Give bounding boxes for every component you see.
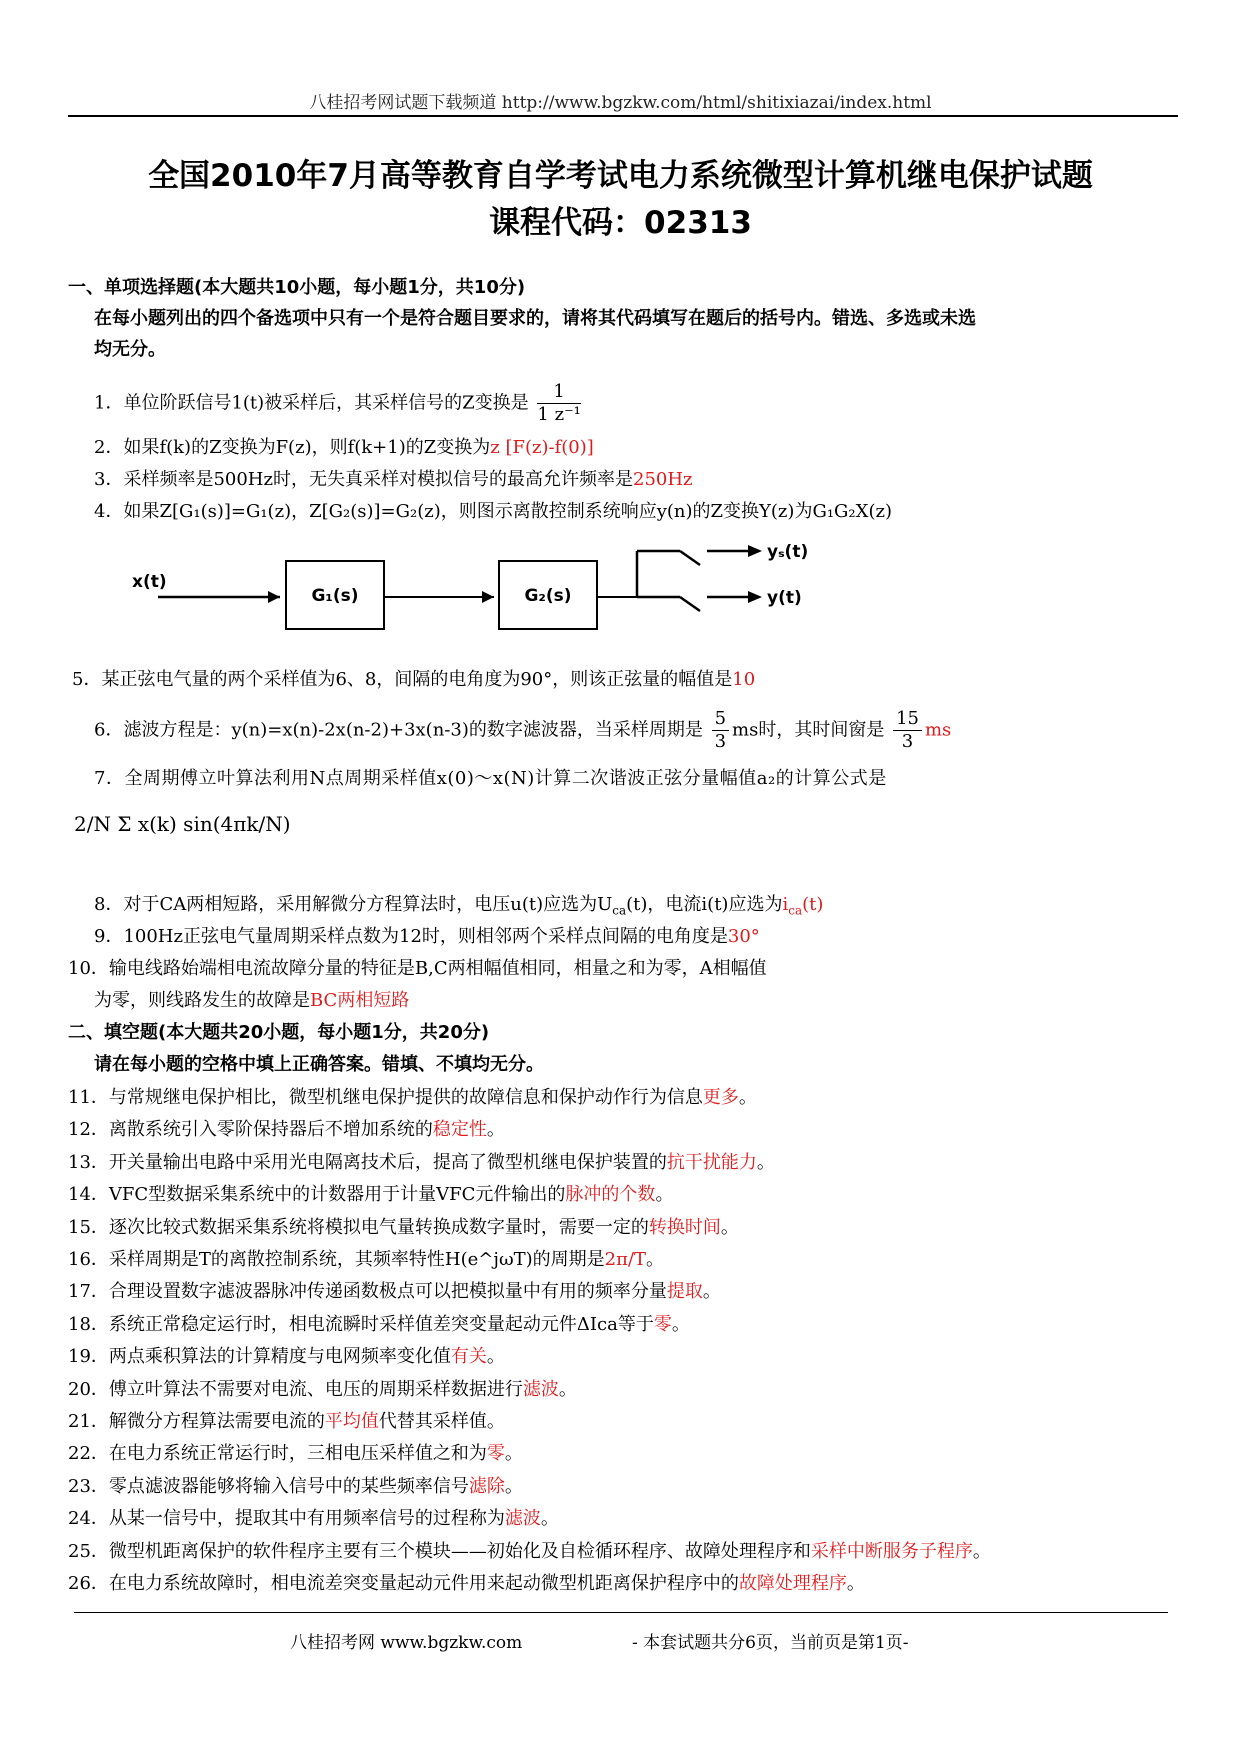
fill-answer: 滤波: [522, 1379, 559, 1400]
fill-question: 18．系统正常稳定运行时，相电流瞬时采样值差突变量起动元件ΔIca等于零。: [68, 1314, 690, 1335]
exam-title: 全国2010年7月高等教育自学考试电力系统微型计算机继电保护试题: [148, 158, 1093, 194]
question-10-answer: BC两相短路: [310, 990, 410, 1011]
question-6-answer-unit: ms: [924, 719, 952, 741]
fill-question: 21．解微分方程算法需要电流的平均值代替其采样值。: [68, 1411, 505, 1432]
question-8-answer: $i_{ca}(t)$: [782, 894, 824, 918]
fill-question: 20．傅立叶算法不需要对电流、电压的周期采样数据进行滤波。: [68, 1379, 577, 1400]
question-6-period-fraction: $\frac{5}{3}$: [712, 708, 729, 753]
question-6-window-fraction: $\frac{15}{3}$: [893, 708, 922, 753]
course-code: 课程代码：02313: [489, 205, 752, 241]
question-1: [94, 381, 584, 426]
fill-answer: 转换时间: [648, 1217, 721, 1238]
diagram-input-label: x(t): [132, 572, 167, 592]
footer-page-count: - 本套试题共分6页，当前页是第1页-: [632, 1633, 909, 1653]
fill-question: 19．两点乘积算法的计算精度与电网频率变化值有关。: [68, 1346, 505, 1367]
question-2: 2．如果f(k)的Z变换为F(z)，则f(k+1)的Z变换为z [F(z)-f(0)]: [94, 437, 594, 458]
fill-answer: 脉冲的个数: [565, 1184, 656, 1205]
block-diagram: [110, 535, 830, 655]
question-2-answer: z [F(z)-f(0)]: [490, 437, 594, 458]
question-5-answer: 10: [732, 669, 756, 690]
diagram-upper-arrowhead: [748, 545, 762, 557]
diagram-upper-switch: [680, 551, 700, 565]
section1-heading: 一、单项选择题(本大题共10小题，每小题1分，共10分): [68, 277, 526, 298]
fill-answer: 更多: [702, 1087, 739, 1108]
fill-answer: 提取: [666, 1281, 703, 1302]
question-10-line1: 10．输电线路始端相电流故障分量的特征是B,C两相幅值相同，相量之和为零，A相幅值: [68, 958, 767, 979]
fill-question: 25．微型机距离保护的软件程序主要有三个模块——初始化及自检循环程序、故障处理程序和采样中断服务子程序。: [68, 1541, 991, 1562]
section2-heading: 二、填空题(本大题共20小题，每小题1分，共20分): [68, 1022, 490, 1043]
diagram-middle-arrowhead: [482, 591, 494, 603]
fill-question: 24．从某一信号中，提取其中有用频率信号的过程称为滤波。: [68, 1508, 559, 1529]
diagram-input-arrowhead: [268, 591, 280, 603]
question-3: 3．采样频率是500Hz时，无失真采样对模拟信号的最高允许频率是250Hz: [94, 469, 693, 490]
fill-answer: 平均值: [324, 1411, 379, 1432]
fill-question: 23．零点滤波器能够将输入信号中的某些频率信号滤除。: [68, 1476, 523, 1497]
question-1-fraction: $\frac{1}{\text{1 z⁻¹}}$: [537, 381, 581, 425]
header-site-line: 八桂招考网试题下载频道 http://www.bgzkw.com/html/shitixiazai/index.html: [309, 93, 932, 113]
diagram-block-g2-label: G₂(s): [524, 586, 572, 606]
fill-answer: 滤波: [504, 1508, 541, 1529]
question-7: 7．全周期傅立叶算法利用N点周期采样值x(0)～x(N)计算二次谐波正弦分量幅值a₂的计算公式是: [94, 768, 887, 789]
footer-divider: [74, 1612, 1168, 1613]
fill-answer: 有关: [450, 1346, 487, 1367]
fill-question: 11．与常规继电保护相比，微型机继电保护提供的故障信息和保护动作行为信息更多。: [68, 1087, 757, 1108]
diagram-lower-arrowhead: [748, 591, 762, 603]
fill-answer: 2π/T: [604, 1249, 647, 1270]
diagram-output1-label: yₛ(t): [767, 542, 809, 562]
question-10-line2: 为零，则线路发生的故障是BC两相短路: [94, 990, 410, 1011]
question-6: 6．滤波方程是：y(n)=x(n)-2x(n-2)+3x(n-3)的数字滤波器，当采样周期是 $\frac{5}{3}$ ms时，其时间窗是 $\frac{15}{3}$ ms: [94, 708, 952, 752]
diagram-block-g1-label: G₁(s): [311, 586, 359, 606]
fill-question: 17．合理设置数字滤波器脉冲传递函数极点可以把模拟量中有用的频率分量提取。: [68, 1281, 721, 1302]
section2-instruction: 请在每小题的空格中填上正确答案。错填、不填均无分。: [94, 1054, 544, 1075]
fill-answer: 零: [486, 1443, 505, 1464]
fill-question: 26．在电力系统故障时，相电流差突变量起动元件用来起动微型机距离保护程序中的故障处理程序。: [68, 1573, 865, 1594]
question-3-answer: 250Hz: [633, 469, 693, 490]
header-divider: [68, 115, 1178, 117]
diagram-output2-label: y(t): [767, 588, 802, 608]
fill-question: 22．在电力系统正常运行时，三相电压采样值之和为零。: [68, 1443, 523, 1464]
diagram-lower-switch: [680, 597, 700, 611]
fill-question: 15．逐次比较式数据采集系统将模拟电气量转换成数字量时，需要一定的转换时间。: [68, 1217, 739, 1238]
section1-instruction-line2: 均无分。: [94, 339, 166, 360]
footer-site: 八桂招考网 www.bgzkw.com: [290, 1633, 523, 1653]
fill-answer: 故障处理程序: [738, 1573, 847, 1594]
fill-answer: 抗干扰能力: [666, 1152, 757, 1173]
question-4: 4．如果Z[G₁(s)]=G₁(z)，Z[G₂(s)]=G₂(z)，则图示离散控制系统响应y(n)的Z变换Y(z)为G₁G₂X(z): [94, 501, 892, 522]
fill-question: 16．采样周期是T的离散控制系统，其频率特性H(e^jωT)的周期是2π/T。: [68, 1249, 665, 1270]
question-9: 9．100Hz正弦电气量周期采样点数为12时，则相邻两个采样点间隔的电角度是30°: [94, 926, 760, 947]
fill-answer: 滤除: [468, 1476, 505, 1497]
question-8: 8．对于CA两相短路，采用解微分方程算法时，电压u(t)应选为$U_{ca}(t)$，电流i(t)应选为$i_{ca}(t)$: [94, 894, 824, 918]
fill-answer: 零: [653, 1314, 672, 1335]
question-9-answer: 30°: [727, 926, 760, 947]
question-5: 5．某正弦电气量的两个采样值为6、8，间隔的电角度为90°，则该正弦量的幅值是10: [72, 669, 756, 690]
section1-instruction-line1: 在每小题列出的四个备选项中只有一个是符合题目要求的，请将其代码填写在题后的括号内。错选、多选或未选: [94, 308, 976, 329]
fill-question: 12．离散系统引入零阶保持器后不增加系统的稳定性。: [68, 1119, 505, 1140]
fill-question: 14．VFC型数据采集系统中的计数器用于计量VFC元件输出的脉冲的个数。: [68, 1184, 674, 1205]
question-7-formula: 2/N Σ x(k) sin(4πk/N): [74, 812, 291, 836]
fill-answer: 稳定性: [432, 1119, 487, 1140]
question-1-text: 1．单位阶跃信号1(t)被采样后，其采样信号的Z变换是: [94, 392, 529, 414]
fill-answer: 采样中断服务子程序: [810, 1541, 973, 1562]
fill-question: 13．开关量输出电路中采用光电隔离技术后，提高了微型机继电保护装置的抗干扰能力。: [68, 1152, 775, 1173]
